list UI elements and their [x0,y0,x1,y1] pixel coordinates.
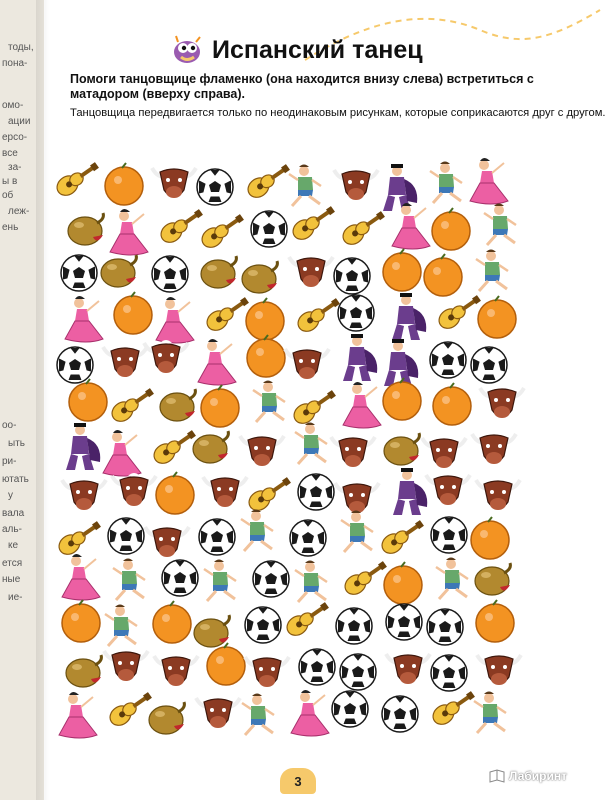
left-page-text-fragment: у [8,490,13,501]
bull-head-icon[interactable] [331,434,375,467]
guitar-icon[interactable] [245,473,294,515]
orange-icon[interactable] [246,298,284,340]
orange-icon[interactable] [207,643,245,685]
guitar-icon[interactable] [106,688,155,730]
guitar-icon[interactable] [53,158,102,200]
soccer-player-icon[interactable] [484,204,516,246]
left-page-text-fragment: пона- [2,58,28,69]
bull-head-icon[interactable] [145,524,189,557]
left-page-text-fragment: ы в [2,176,18,187]
soccer-ball-icon[interactable] [108,518,144,554]
orange-icon[interactable] [424,254,462,296]
bull-head-icon[interactable] [62,477,106,510]
matador-icon[interactable] [66,423,100,470]
matador-icon[interactable] [393,468,427,515]
flamenco-dancer-start-icon[interactable] [59,692,97,738]
flamenco-dancer-icon[interactable] [65,296,103,342]
soccer-player-icon[interactable] [241,510,273,552]
orange-icon[interactable] [156,472,194,514]
left-page-text-fragment: ется [2,558,23,569]
soccer-player-icon[interactable] [204,560,236,602]
guitar-icon[interactable] [429,687,478,729]
soccer-ball-icon[interactable] [199,519,235,555]
soccer-ball-icon[interactable] [431,517,467,553]
page-title: Испанский танец [212,35,423,64]
bull-head-icon[interactable] [334,167,378,200]
soccer-player-icon[interactable] [113,559,145,601]
bull-head-icon[interactable] [103,344,147,377]
bull-head-icon[interactable] [422,435,466,468]
bull-head-icon[interactable] [476,477,520,510]
soccer-ball-icon[interactable] [152,256,188,292]
page-number-badge [280,768,316,794]
book-logo-icon [488,768,506,784]
clay-jug-icon[interactable] [66,655,101,687]
bull-head-icon[interactable] [104,648,148,681]
soccer-ball-icon[interactable] [427,609,463,645]
soccer-player-icon[interactable] [474,692,506,734]
soccer-ball-icon[interactable] [336,608,372,644]
clay-jug-icon[interactable] [149,702,184,734]
clay-jug-icon[interactable] [242,261,277,293]
flamenco-dancer-icon[interactable] [62,554,100,600]
puzzle-rule: Танцовщица передвигается только по неодинаковым рисункам, которые соприкасаются друг с другом. [70,107,606,119]
flamenco-dancer-icon[interactable] [103,430,141,476]
flamenco-dancer-icon[interactable] [291,690,329,736]
orange-icon[interactable] [201,385,239,427]
soccer-player-icon[interactable] [295,423,327,465]
left-page-text-fragment: ке [8,540,19,551]
left-page-text-fragment: за- [8,162,22,173]
bull-head-icon[interactable] [285,346,329,379]
bull-head-icon[interactable] [426,472,470,505]
bull-head-icon[interactable] [386,651,430,684]
left-page-text-fragment: ыть [8,438,25,449]
bull-head-icon[interactable] [289,254,333,287]
bull-head-icon[interactable] [203,474,247,507]
matador-icon[interactable] [383,164,417,211]
clay-jug-icon[interactable] [475,563,510,595]
guitar-icon[interactable] [198,210,247,252]
left-page-text-fragment: ютать [2,474,29,485]
puzzle-instruction: Помоги танцовщице фламенко (она находится внизу слева) встретиться с матадором (вверху справа). [70,72,534,101]
soccer-ball-icon[interactable] [471,347,507,383]
soccer-player-icon[interactable] [105,605,137,647]
soccer-player-icon[interactable] [436,558,468,600]
orange-icon[interactable] [478,296,516,338]
bull-head-icon[interactable] [144,340,188,373]
soccer-ball-icon[interactable] [162,560,198,596]
bull-head-icon[interactable] [152,165,196,198]
soccer-ball-icon[interactable] [382,696,418,732]
left-page-text-fragment: вала [2,508,25,519]
orange-icon[interactable] [471,517,509,559]
soccer-ball-icon[interactable] [298,474,334,510]
bull-head-icon[interactable] [477,652,521,685]
orange-icon[interactable] [62,600,100,642]
soccer-player-icon[interactable] [253,381,285,423]
bull-head-icon[interactable] [154,653,198,686]
left-page-text-fragment: аль- [2,524,22,535]
bull-head-icon[interactable] [335,480,379,513]
orange-icon[interactable] [383,249,421,291]
page-number: 3 [294,773,302,789]
orange-icon[interactable] [476,600,514,642]
guitar-icon[interactable] [289,202,338,244]
soccer-ball-icon[interactable] [340,654,376,690]
bull-head-icon[interactable] [480,385,524,418]
soccer-ball-icon[interactable] [431,655,467,691]
soccer-ball-icon[interactable] [245,607,281,643]
guitar-icon[interactable] [157,205,206,247]
guitar-icon[interactable] [378,516,427,558]
watermark [488,768,567,784]
clay-jug-icon[interactable] [160,389,195,421]
left-page-text-fragment: все [2,148,18,159]
guitar-icon[interactable] [283,598,332,640]
soccer-ball-icon[interactable] [386,604,422,640]
soccer-player-icon[interactable] [476,250,508,292]
soccer-ball-icon[interactable] [299,649,335,685]
soccer-ball-icon[interactable] [197,169,233,205]
soccer-ball-icon[interactable] [334,258,370,294]
left-page-text-fragment: ные [2,574,21,585]
flamenco-dancer-icon[interactable] [198,339,236,385]
guitar-icon[interactable] [290,386,339,428]
orange-icon[interactable] [247,335,285,377]
matador-icon[interactable] [343,334,377,381]
flamenco-dancer-icon[interactable] [156,297,194,343]
guitar-icon[interactable] [203,293,252,335]
left-page-text-fragment: ации [8,116,31,127]
flamenco-dancer-icon[interactable] [110,209,148,255]
soccer-ball-icon[interactable] [61,255,97,291]
soccer-ball-icon[interactable] [290,520,326,556]
bull-head-icon[interactable] [245,654,289,687]
soccer-player-icon[interactable] [289,165,321,207]
matador-goal-icon[interactable] [470,158,508,204]
soccer-ball-icon[interactable] [251,211,287,247]
left-page-text-fragment: леж- [8,206,30,217]
soccer-player-icon[interactable] [295,561,327,603]
left-page-text-fragment: оо- [2,420,17,431]
bull-head-icon[interactable] [240,433,284,466]
left-page-text-fragment: омо- [2,100,24,111]
orange-icon[interactable] [384,562,422,604]
orange-icon[interactable] [153,601,191,643]
soccer-ball-icon[interactable] [332,691,368,727]
flamenco-dancer-icon[interactable] [392,203,430,249]
soccer-player-icon[interactable] [242,694,274,736]
soccer-player-icon[interactable] [430,162,462,204]
watermark-text: Лабиринт [509,769,568,783]
orange-icon[interactable] [69,379,107,421]
clay-jug-icon[interactable] [201,256,236,288]
guitar-icon[interactable] [150,426,199,468]
clay-jug-icon[interactable] [193,431,228,463]
left-page-text-fragment: ень [2,222,19,233]
soccer-ball-icon[interactable] [338,295,374,331]
matador-icon[interactable] [384,339,418,386]
clay-jug-icon[interactable] [384,433,419,465]
left-page-text-fragment: ри- [2,456,17,467]
orange-icon[interactable] [432,208,470,250]
orange-icon[interactable] [114,292,152,334]
bull-head-icon[interactable] [112,473,156,506]
left-page-text-fragment: об [2,190,14,201]
left-page-text-fragment: ие- [8,592,23,603]
clay-jug-icon[interactable] [101,255,136,287]
orange-icon[interactable] [433,383,471,425]
soccer-ball-icon[interactable] [57,347,93,383]
left-page-text-fragment: ерсо- [2,132,28,143]
orange-icon[interactable] [105,163,143,205]
guitar-icon[interactable] [108,384,157,426]
soccer-player-icon[interactable] [341,511,373,553]
guitar-icon[interactable] [55,517,104,559]
left-page-text-fragment: тоды, [8,42,34,53]
soccer-ball-icon[interactable] [430,342,466,378]
bull-head-icon[interactable] [196,695,240,728]
bull-head-icon[interactable] [472,431,516,464]
guitar-icon[interactable] [244,160,293,202]
flamenco-dancer-icon[interactable] [343,382,381,428]
clay-jug-icon[interactable] [68,213,103,245]
matador-icon[interactable] [392,293,426,340]
guitar-icon[interactable] [341,557,390,599]
soccer-ball-icon[interactable] [253,561,289,597]
clay-jug-icon[interactable] [194,615,229,647]
guitar-icon[interactable] [435,291,484,333]
guitar-icon[interactable] [339,207,388,249]
guitar-icon[interactable] [294,294,343,336]
